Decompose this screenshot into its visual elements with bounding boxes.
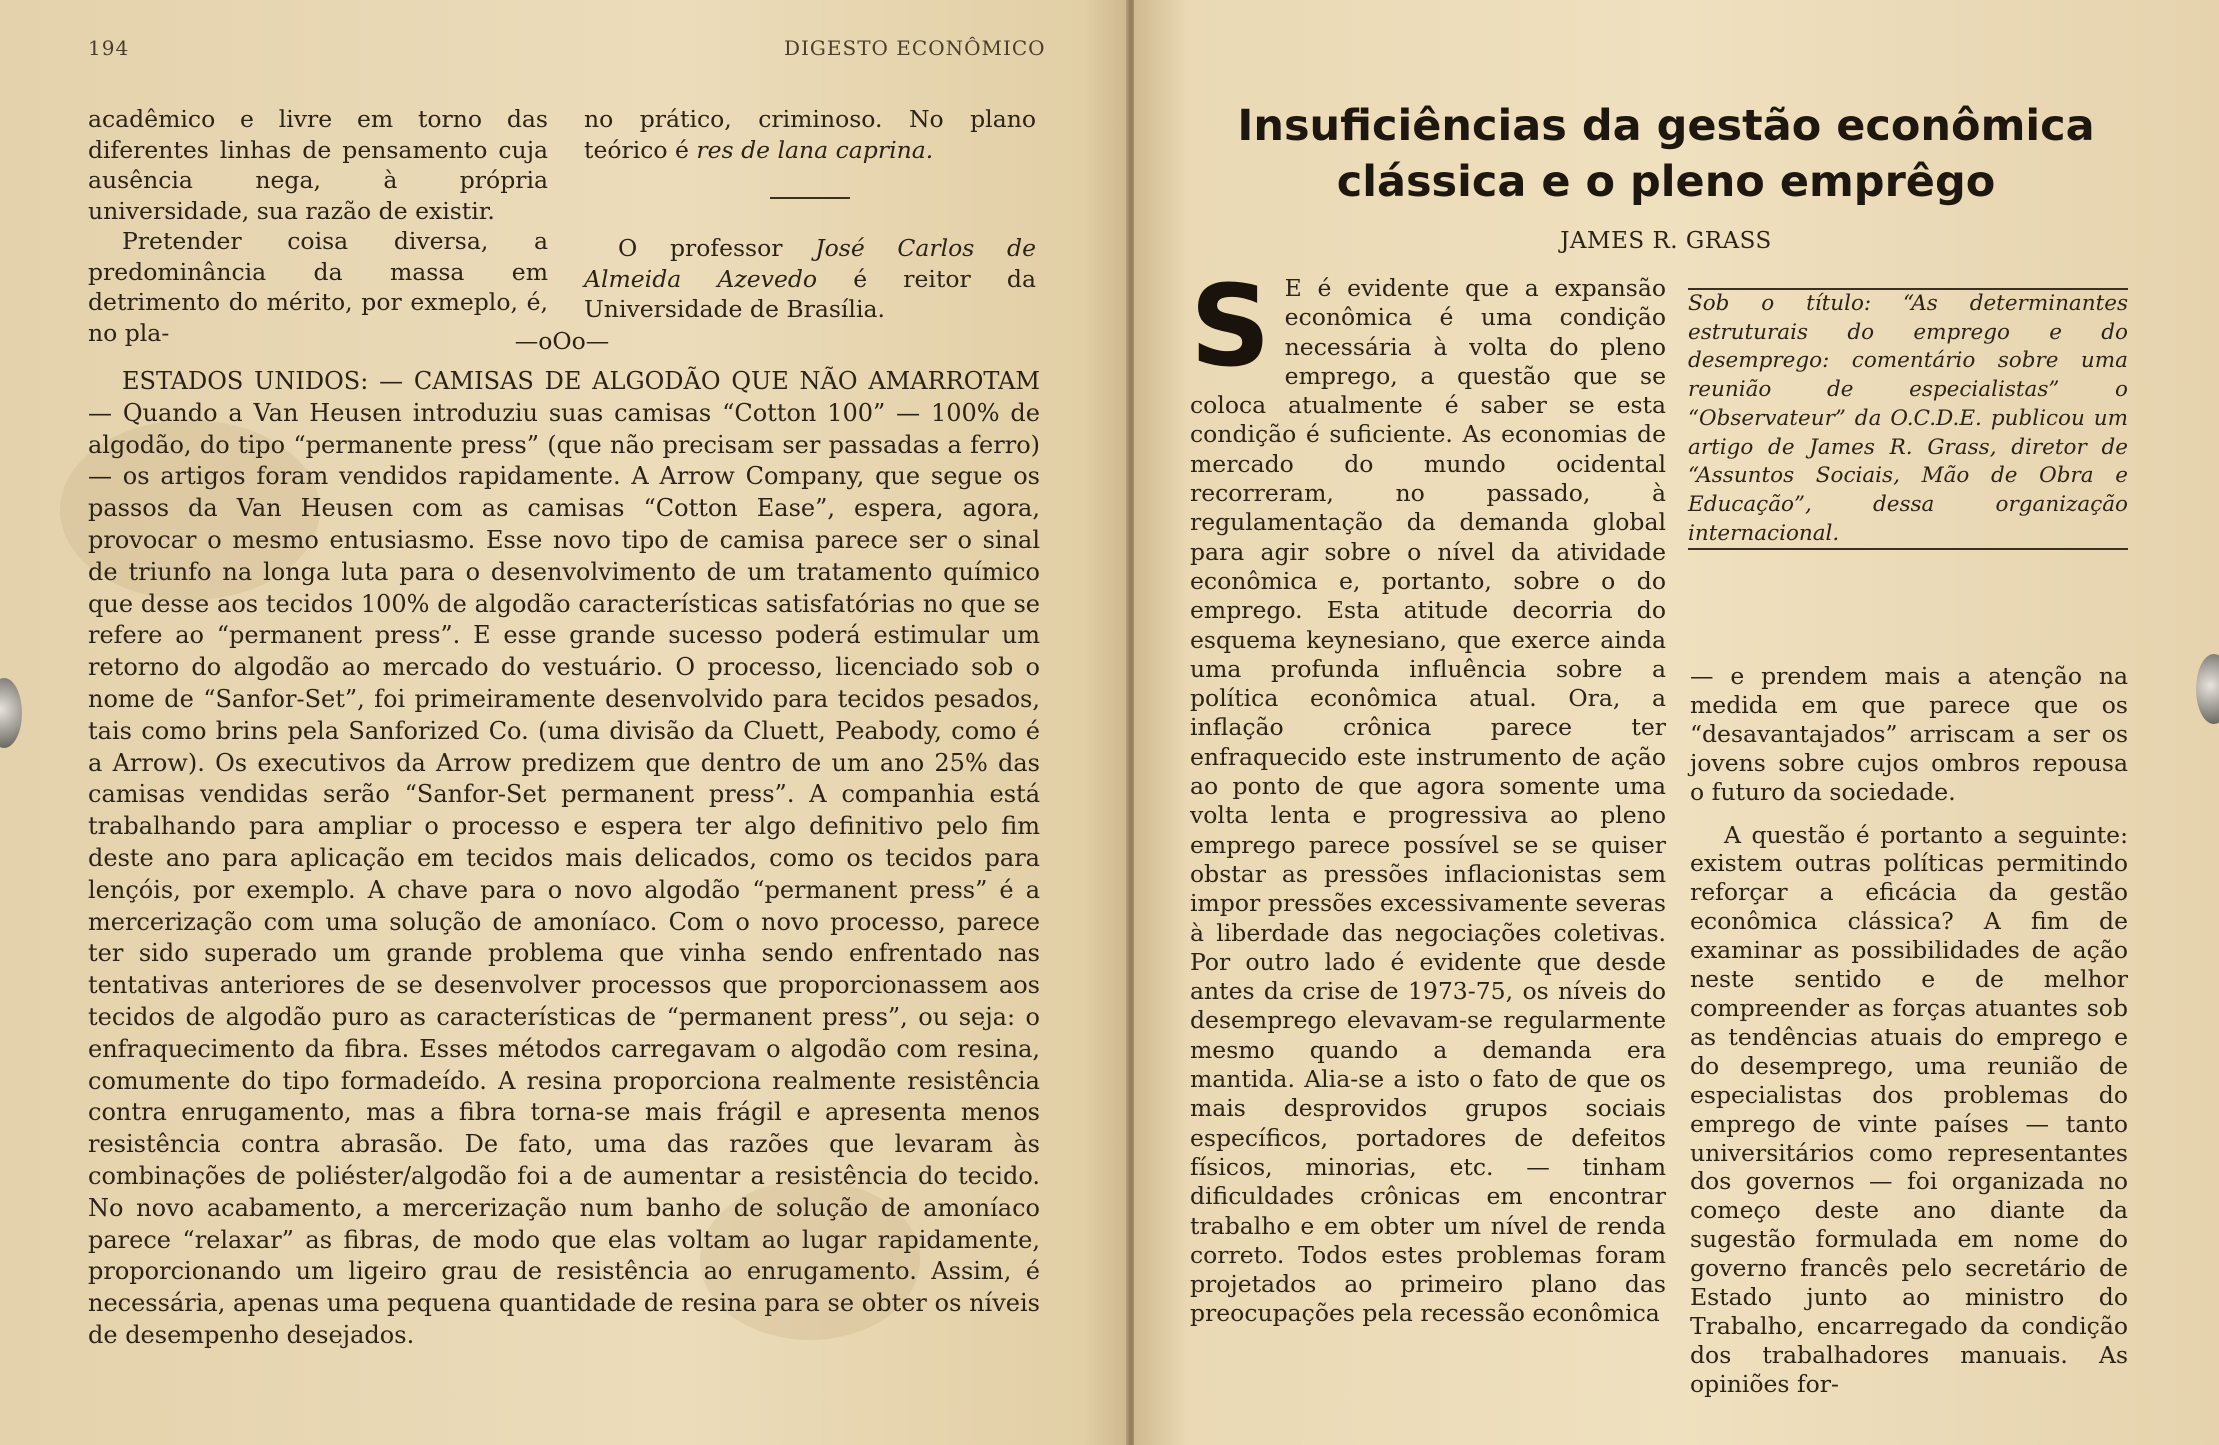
editorial-note: [1688, 288, 2128, 550]
page-number: 194: [88, 36, 130, 60]
latin-phrase: res de lana caprina.: [696, 135, 934, 164]
paragraph: Pretender coisa diversa, a predominância da massa em detrimento do mérito, por exmeplo, é, no pla-: [88, 227, 548, 347]
text-span: é reitor da Universidade de Brasília.: [584, 264, 1036, 323]
running-title: DIGESTO ECONÔMICO: [784, 36, 1046, 60]
drop-cap: S: [1190, 262, 1271, 392]
left-top-column-b: [584, 104, 1036, 325]
article-body-text: E é evidente que a expansão econômica é uma condição necessária à volta do pleno emprego, a questão que se coloca atualmente é saber se esta condição é suficiente. As economias de mercado do mundo ocidental recorreram, no passado, à regulamentação da demanda global para agir sobre o nível da atividade econômica e, portanto, sobre o do emprego. Esta atitude decorria do esquema keynesiano, que exerce ainda uma profunda influência sobre a política econômica atual. Ora, a inflação crônica parece ter enfraquecido este instrumento de ação ao ponto de que agora somente uma volta lenta e progressiva ao pleno emprego parece possível se se quiser obstar as pressões inflacionistas sem impor pressões excessivamente severas à liberdade das negociações coletivas. Por outro lado é evidente que desde antes da crise de 1973-75, os níveis do desemprego elevavam-se regularmente mesmo quando a demanda era mantida. Alia-se a isto o fato de que os mais desprovidos grupos sociais específicos, portadores de defeitos físicos, minorias, etc. — tinham dificuldades crônicas em encontrar trabalho e em obter um nível de renda correto. Todos estes problemas foram projetados ao primeiro plano das preocupações pela recessão econômica: [1190, 274, 1666, 1328]
text-span: no prático, criminoso. No plano teórico é: [584, 105, 1036, 164]
author-bio: [584, 233, 1036, 325]
binder-hole: [2196, 654, 2219, 724]
note-bottom-rule: [1688, 548, 2128, 550]
note-text: Sob o título: “As determinantes estruturais do emprego e do desemprego: comentário sobre uma reunião de especialistas” o “Observateur” da O.C.D.E. publicou um artigo de James R. Grass, diretor de “Assuntos Sociais, Mão de Obra e Educação”, dessa organização internacional.: [1688, 291, 2128, 546]
article-main-column: [1190, 262, 1666, 1329]
paragraph: A questão é portanto a seguinte: existem outras políticas permitindo reforçar a eficácia da gestão econômica clássica? A fim de examinar as possibilidades de ação neste sentido e de melhor compreender as forças atuantes sob as tendências atuais do emprego e do desemprego, uma reunião de especialistas dos problemas do emprego de vinte países — tanto universitários como representantes dos governos — foi organizada no começo deste ano diante da sugestão formulada em nome do governo francês pelo secretário de Estado junto ao ministro do Trabalho, encarregado da condição dos trabalhadores manuais. As opiniões for-: [1690, 820, 2128, 1398]
article-title: [1196, 98, 2136, 210]
section-separator: —oOo—: [514, 327, 610, 355]
paragraph: — e prendem mais a atenção na medida em que parece que os “desavantajados” arriscam a ser os jovens sobre cujos ombros repousa o futuro da sociedade.: [1690, 662, 2128, 806]
text-span: O professor: [618, 234, 816, 262]
news-article-text: ESTADOS UNIDOS: — CAMISAS DE ALGODÃO QUE NÃO AMARROTAM — Quando a Van Heusen introduziu suas camisas “Cotton 100” — 100% de algodão, do tipo “permanente press” (que não precisam ser passadas a ferro) — os artigos foram vendidos rapidamente. A Arrow Company, que segue os passos da Van Heusen com as camisas “Cotton Ease”, espera, agora, provocar o mesmo entusiasmo. Esse novo tipo de camisa parece ser o sinal de triunfo na longa luta para o desenvolvimento de um tratamento químico que desse aos tecidos 100% de algodão características satisfatórias no que se refere ao “permanent press”. E esse grande sucesso poderá estimular um retorno do algodão ao mercado do vestuário. O processo, licenciado sob o nome de “Sanfor-Set”, foi primeiramente desenvolvido para tecidos pesados, tais como brins pela Sanforized Co. (uma divisão da Cluett, Peabody, como é a Arrow). Os executivos da Arrow predizem que dentro de um ano 25% das camisas vendidas serão “Sanfor-Set permanent press”. A companhia está trabalhando para ampliar o processo e espera ter algo definitivo pelo fim deste ano para aplicação em tecidos mais delicados, como os tecidos para lençóis, por exemplo. A chave para o novo algodão “permanent press” é a mercerização com uma solução de amoníaco. Com o novo processo, parece ter sido superado um grande problema que vinha sendo enfrentado nas tentativas anteriores de se desenvolver processos que proporcionassem aos tecidos de algodão puro as características de “permanent press”, ou seja: o enfraquecimento da fibra. Esses métodos carregavam o algodão com resina, comumente do tipo formadeído. A resina proporciona realmente resistência contra enrugamento, mas a fibra torna-se mais frágil e apresenta menos resistência contra abrasão. De fato, uma das razões que levaram às combinações de poliéster/algodão foi a de aumentar a resistência do tecido. No novo acabamento, a mercerização num banho de solução de amoníaco parece “relaxar” as fibras, de modo que elas voltam ao lugar rapidamente, proporcionando um ligeiro grau de resistência ao enrugamento. Assim, é necessária, apenas uma pequena quantidade de resina para se obter os níveis de desempenho desejados.: [88, 367, 1040, 1349]
article-title-line: Insuficiências da gestão econômica: [1237, 101, 2095, 151]
binder-hole: [0, 678, 22, 748]
paragraph: [584, 104, 1036, 165]
author-name: José Carlos de Almeida Azevedo: [584, 234, 1036, 293]
left-top-column-a: [88, 104, 548, 348]
paragraph: acadêmico e livre em torno das diferentes linhas de pensamento cuja ausência nega, à própria universidade, sua razão de existir.: [88, 105, 548, 225]
news-article: [88, 366, 1040, 1352]
article-author: JAMES R. GRASS: [1560, 228, 1772, 254]
article-title-line: clássica e o pleno emprêgo: [1336, 157, 1996, 207]
article-second-column: [1690, 662, 2128, 1399]
short-divider: [770, 197, 850, 199]
